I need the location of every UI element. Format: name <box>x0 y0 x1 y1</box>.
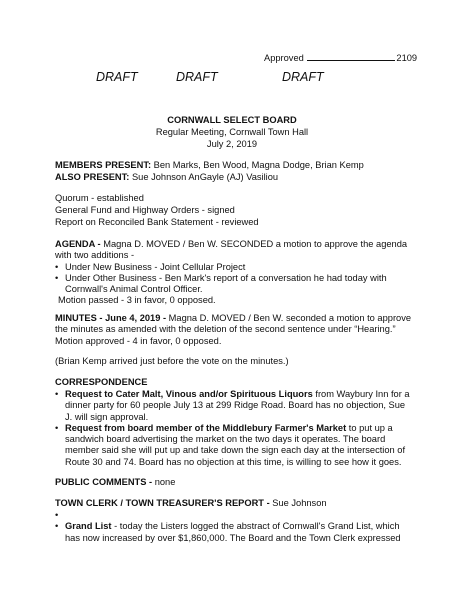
approved-suffix: 2109 <box>396 53 418 63</box>
correspondence-list <box>55 389 435 468</box>
board-title: CORNWALL SELECT BOARD <box>167 115 297 125</box>
bank-statement-line: Report on Reconciled Bank Statement - reviewed <box>55 217 259 227</box>
also-present <box>55 172 435 183</box>
public-comments-value: none <box>154 477 176 487</box>
public-comments <box>55 477 435 488</box>
clerk-report-value: Sue Johnson <box>272 498 327 508</box>
agenda-item: • Under New Business - Joint Cellular Project <box>55 261 246 272</box>
minutes-section <box>55 313 435 347</box>
meeting-subtitle: Regular Meeting, Cornwall Town Hall <box>155 127 309 137</box>
minutes-text-line1: Magna D. MOVED / Ben W. seconded a motion to approve <box>168 313 412 323</box>
signature-underline <box>307 52 395 61</box>
clerk-report-heading <box>55 498 435 509</box>
members-present-label: MEMBERS PRESENT: <box>55 160 152 170</box>
quorum-line: Quorum - established <box>55 193 144 203</box>
bullet-icon: • <box>55 521 59 532</box>
bullet-icon: • <box>55 510 59 520</box>
clerk-report-list <box>55 510 435 544</box>
meeting-date: July 2, 2019 <box>206 139 258 149</box>
agenda-label: AGENDA - <box>55 239 101 249</box>
minutes-label: MINUTES - June 4, 2019 - <box>55 313 167 323</box>
correspondence-heading: CORRESPONDENCE <box>55 377 148 387</box>
also-present-label: ALSO PRESENT: <box>55 172 130 182</box>
approved-label: Approved <box>264 53 304 63</box>
bullet-icon: • <box>55 422 59 433</box>
agenda-items-list <box>55 262 435 296</box>
minutes-text-line3: Motion approved - 4 in favor, 0 opposed. <box>55 335 222 346</box>
clerk-empty-item <box>55 510 435 521</box>
approved-line <box>264 52 417 64</box>
orders-line: General Fund and Highway Orders - signed <box>55 205 235 215</box>
also-present-names: Sue Johnson AnGayle (AJ) Vasiliou <box>131 172 279 182</box>
bullet-icon: • <box>55 272 59 283</box>
agenda-result: Motion passed - 3 in favor, 0 opposed. <box>58 295 216 306</box>
clerk-report-label: TOWN CLERK / TOWN TREASURER'S REPORT - <box>55 498 270 508</box>
agenda-section <box>55 239 435 307</box>
bullet-icon: • <box>55 261 59 272</box>
minutes-text-line2: the minutes as amended with the deletion of the second sentence under “Hearing.” <box>55 324 396 335</box>
public-comments-label: PUBLIC COMMENTS - <box>55 477 153 487</box>
draft-label-1: DRAFT <box>96 70 138 84</box>
clerk-grand-list-item: • Grand List - today the Listers logged the abstract of Cornwall's Grand List, which has now increased by over $1,860,000. The Board and the Town Clerk expressed <box>55 521 401 543</box>
agenda-text-line1: Magna D. MOVED / Ben W. SECONDED a motion to approve the agenda <box>103 239 408 249</box>
members-present <box>55 160 435 171</box>
arrival-note: (Brian Kemp arrived just before the vote on the minutes.) <box>55 356 289 366</box>
draft-label-2: DRAFT <box>176 70 218 84</box>
members-present-names: Ben Marks, Ben Wood, Magna Dodge, Brian Kemp <box>153 160 364 170</box>
draft-label-3: DRAFT <box>282 70 324 84</box>
agenda-item: • Under Other Business - Ben Mark's report of a conversation he had today with Cornwall's Animal Control Officer. <box>55 272 387 295</box>
bullet-icon: • <box>55 389 59 399</box>
agenda-text-line2: with two additions - <box>55 250 135 261</box>
correspondence-item: • Request to Cater Malt, Vinous and/or Spirituous Liquors from Waybury Inn for a dinner party for 60 people July 13 at 299 Ridge Road. Board has no objection, Sue J. will sign approval. <box>55 389 410 422</box>
correspondence-item: • Request from board member of the Middlebury Farmer's Market to put up a sandwich board advertising the market on the two days it operates. The board member said she will put up and take down the sign each day at the intersection of Route 30 and 74. Board has no objection at this time, is willing to see how it goes. <box>55 422 406 467</box>
